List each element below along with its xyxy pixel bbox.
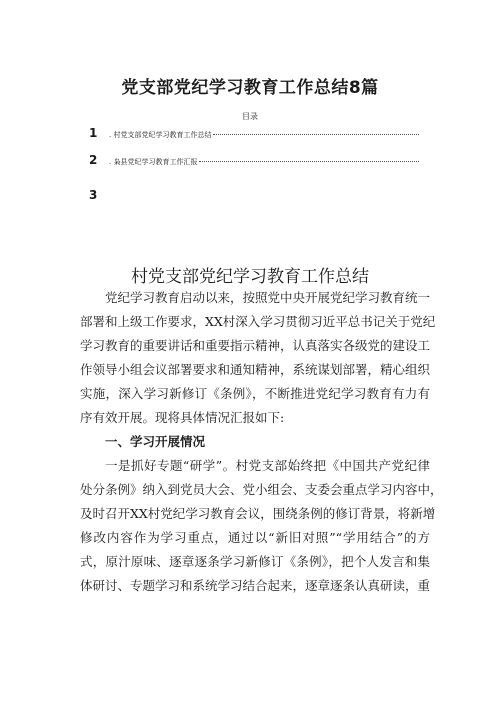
- document-body: [80, 286, 443, 598]
- paragraph-intro: [80, 286, 436, 430]
- text-line: 体研讨、专题学习和系统学习结合起来，逐章逐条认真研读，重: [80, 578, 431, 593]
- text-line: 实施，深入学习新修订《条例》，不断推进党纪学习教育有力有: [80, 386, 430, 401]
- text-line: 序有效开展。现将具体情况汇报如下:: [80, 410, 285, 425]
- text-line: 式，原汁原味、逐章逐条学习新修订《条例》，把个人发言和集: [80, 554, 430, 569]
- toc-entry-text: . 枭县党纪学习教育工作汇报: [109, 158, 198, 166]
- text-line: 修改内容作为学习重点，通过以“新旧对照”“学用结合”的方: [80, 530, 430, 545]
- toc-entry-3[interactable]: [89, 188, 97, 202]
- text-line: 学习教育的重要讲话和重要指示精神，认真落实各级党的建设工: [80, 338, 431, 353]
- toc-dot-leader: [199, 161, 419, 162]
- toc-heading: 目录: [242, 112, 258, 121]
- toc-entry-number: 2: [89, 153, 98, 167]
- section-heading: 一、学习开展情况: [105, 434, 206, 449]
- section-title: 村党支部党纪学习教育工作总结: [131, 267, 369, 287]
- text-line: 部署和上级工作要求，XX村深入学习贯彻习近平总书记关于党纪: [80, 314, 436, 329]
- text-line: 党纪学习教育启动以来，按照党中央开展党纪学习教育统一: [105, 290, 431, 305]
- toc-entry-text: . 村党支部党纪学习教育工作总结: [109, 131, 212, 139]
- toc-dot-leader: [213, 134, 419, 135]
- toc-entry-1[interactable]: [89, 126, 419, 140]
- toc-entry-number: 3: [89, 188, 98, 202]
- text-line: 作领导小组会议部署要求和通知精神，系统谋划部署，精心组织: [80, 362, 431, 377]
- document-title: 党支部党纪学习教育工作总结8篇: [121, 78, 379, 98]
- text-line: 一是抓好专题“研学”。村党支部始终把《中国共产党纪律: [105, 458, 430, 473]
- text-line: 及时召开XX村党纪学习教育会议，围绕条例的修订背景，将新增: [80, 506, 436, 521]
- toc-entry-2[interactable]: [89, 153, 419, 167]
- toc-entry-number: 1: [89, 126, 98, 140]
- text-line: 处分条例》纳入到党员大会、党小组会、支委会重点学习内容中，: [80, 482, 443, 497]
- paragraph-study: [80, 454, 443, 598]
